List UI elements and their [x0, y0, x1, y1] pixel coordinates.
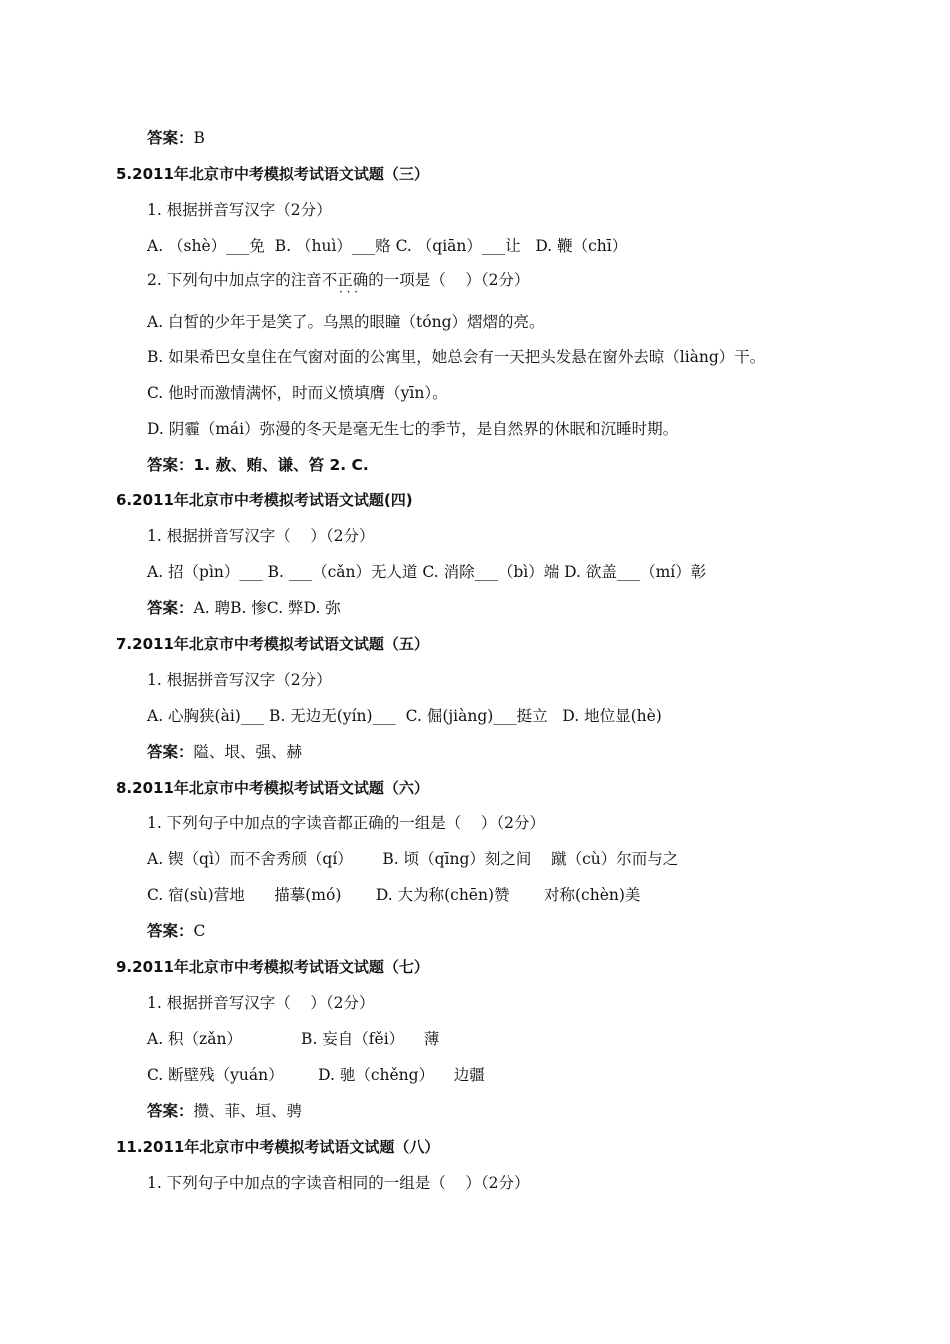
- options-line: A. 招（pìn）___ B. ___（cǎn）无人道 C. 消除___（bì）端 D. 欲盖___（mí）彰: [147, 563, 707, 581]
- question-line: 1. 根据拼音写汉字（ ）（2分）: [147, 994, 375, 1012]
- option-line: A. 白皙的少年于是笑了。乌黑的眼瞳（tóng）熠熠的亮。: [147, 313, 545, 331]
- options-line: A. （shè）___免 B. （huì）___赂 C. （qiān）___让 D. 鞭（chī）: [147, 237, 628, 255]
- emphasis-dots: · · ·: [339, 285, 359, 299]
- section-heading: 9.2011年北京市中考模拟考试语文试题（七）: [116, 958, 429, 976]
- answer-line: 答案：1. 赦、贿、谦、笞 2. C.: [147, 456, 369, 474]
- question-line: 1. 根据拼音写汉字（ ）（2分）: [147, 527, 375, 545]
- question-line: 1. 下列句子中加点的字读音相同的一组是（ ）（2分）: [147, 1174, 530, 1192]
- answer-line: 答案：攒、菲、垣、骋: [147, 1102, 303, 1120]
- options-line: A. 锲（qì）而不舍秀颀（qí） B. 顷（qīng）刻之间 蹴（cù）尔而与之: [147, 850, 679, 868]
- section-heading: 5.2011年北京市中考模拟考试语文试题（三）: [116, 165, 429, 183]
- section-heading: 6.2011年北京市中考模拟考试语文试题(四): [116, 491, 413, 509]
- section-heading: 11.2011年北京市中考模拟考试语文试题（八）: [116, 1138, 440, 1156]
- options-line: C. 宿(sù)营地 描摹(mó) D. 大为称(chēn)赞 对称(chèn)美: [147, 886, 641, 904]
- answer-line: 答案：C: [147, 922, 206, 940]
- option-line: B. 如果希巴女皇住在气窗对面的公寓里，她总会有一天把头发悬在窗外去晾（liàng）干。: [147, 348, 766, 366]
- section-heading: 8.2011年北京市中考模拟考试语文试题（六）: [116, 779, 429, 797]
- options-line: A. 积（zǎn） B. 妄自（fěi） 薄: [147, 1030, 440, 1048]
- question-line: 2. 下列句中加点字的注音不正确的一项是（ ）（2分）: [147, 271, 530, 289]
- answer-line: 答案：B: [147, 129, 205, 147]
- question-line: 1. 下列句子中加点的字读音都正确的一组是（ ）（2分）: [147, 814, 546, 832]
- answer-line: 答案：A. 聘B. 惨C. 弊D. 弥: [147, 599, 341, 617]
- section-heading: 7.2011年北京市中考模拟考试语文试题（五）: [116, 635, 429, 653]
- options-line: A. 心胸狭(ài)___ B. 无边无(yín)___ C. 倔(jiàng)___挺立 D. 地位显(hè): [147, 707, 662, 725]
- question-line: 1. 根据拼音写汉字（2分）: [147, 671, 332, 689]
- options-line: C. 断壁残（yuán） D. 驰（chěng） 边疆: [147, 1066, 485, 1084]
- answer-line: 答案：隘、垠、强、赫: [147, 743, 303, 761]
- option-line: D. 阴霾（mái）弥漫的冬天是毫无生七的季节，是自然界的休眠和沉睡时期。: [147, 420, 679, 438]
- question-line: 1. 根据拼音写汉字（2分）: [147, 201, 332, 219]
- option-line: C. 他时而激情满怀，时而义愤填膺（yīn）。: [147, 384, 448, 402]
